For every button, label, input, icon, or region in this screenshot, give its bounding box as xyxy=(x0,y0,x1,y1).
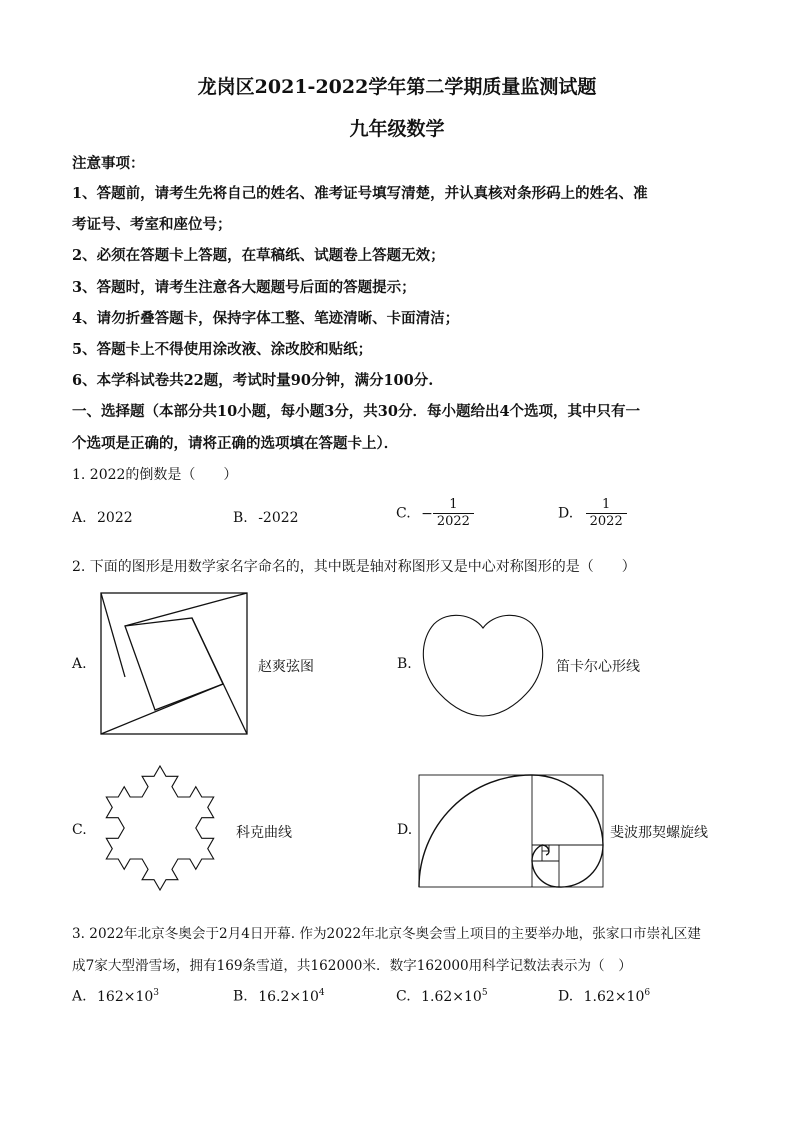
exam-title: 龙岗区2021-2022学年第二学期质量监测试题 xyxy=(197,76,597,98)
fibonacci-spiral-figure xyxy=(418,774,604,888)
q1-option-a: A. 2022 xyxy=(72,510,133,526)
section-heading: 一、选择题（本部分共10小题，每小题3分，共30分．每小题给出4个选项，其中只有一 xyxy=(72,403,641,420)
notice-item: 1、答题前，请考生先将自己的姓名、准考证号填写清楚，并认真核对条形码上的姓名、准 xyxy=(72,185,648,202)
q2-option-b-label: B. xyxy=(397,656,412,672)
q1-stem: 1. 2022的倒数是（ ） xyxy=(72,467,238,483)
zhao-shuang-figure xyxy=(100,592,250,736)
notice-item: 6、本学科试卷共22题，考试时量90分钟，满分100分. xyxy=(72,372,434,389)
q2-option-a-name: 赵爽弦图 xyxy=(258,659,314,675)
q1-option-b: B. -2022 xyxy=(233,510,299,526)
q2-option-d-label: D. xyxy=(397,822,413,838)
q2-option-d-name: 斐波那契螺旋线 xyxy=(610,825,708,841)
fraction: $\frac{1}{2022}$ xyxy=(433,497,474,530)
notice-item: 5、答题卡上不得使用涂改液、涂改胶和贴纸； xyxy=(72,341,373,358)
q3-stem: 3. 2022年北京冬奥会于2月4日开幕. 作为2022年北京冬奥会雪上项目的主要举办地，张家口市崇礼区建 xyxy=(72,926,701,942)
q2-option-c-label: C. xyxy=(72,822,87,838)
exam-subtitle: 九年级数学 xyxy=(349,118,445,140)
q2-option-b-name: 笛卡尔心形线 xyxy=(556,659,640,675)
q3-stem-cont: 成7家大型滑雪场，拥有169条雪道，共162000米．数字162000用科学记数法表示为（ ） xyxy=(72,958,632,974)
notice-item: 2、必须在答题卡上答题，在草稿纸、试题卷上答题无效； xyxy=(72,247,445,264)
notice-item: 3、答题时，请考生注意各大题题号后面的答题提示； xyxy=(72,279,416,296)
notice-item: 4、请勿折叠答题卡，保持字体工整、笔迹清晰、卡面清洁； xyxy=(72,310,460,327)
cardioid-figure xyxy=(418,610,548,718)
notice-heading: 注意事项： xyxy=(72,155,145,172)
q1-option-d: D. $\frac{1}{2022}$ xyxy=(558,497,627,530)
q3-option-a: A. $162\times 10^3$ xyxy=(72,988,160,1005)
koch-curve-figure xyxy=(90,758,230,898)
q3-option-c: C. $1.62\times 10^5$ xyxy=(396,988,488,1005)
q2-option-a-label: A. xyxy=(72,656,87,672)
q1-option-c: C. − $\frac{1}{2022}$ xyxy=(396,497,474,530)
q2-stem: 2. 下面的图形是用数学家名字命名的，其中既是轴对称图形又是中心对称图形的是（ ） xyxy=(72,559,636,575)
q3-option-d: D. $1.62\times 10^6$ xyxy=(558,988,651,1005)
notice-item: 考证号、考室和座位号； xyxy=(72,216,232,233)
fraction: $\frac{1}{2022}$ xyxy=(586,497,627,530)
q2-option-c-name: 科克曲线 xyxy=(236,825,292,841)
q3-option-b: B. $16.2\times 10^4$ xyxy=(233,988,325,1005)
section-heading-cont: 个选项是正确的，请将正确的选项填在答题卡上）． xyxy=(72,435,399,452)
